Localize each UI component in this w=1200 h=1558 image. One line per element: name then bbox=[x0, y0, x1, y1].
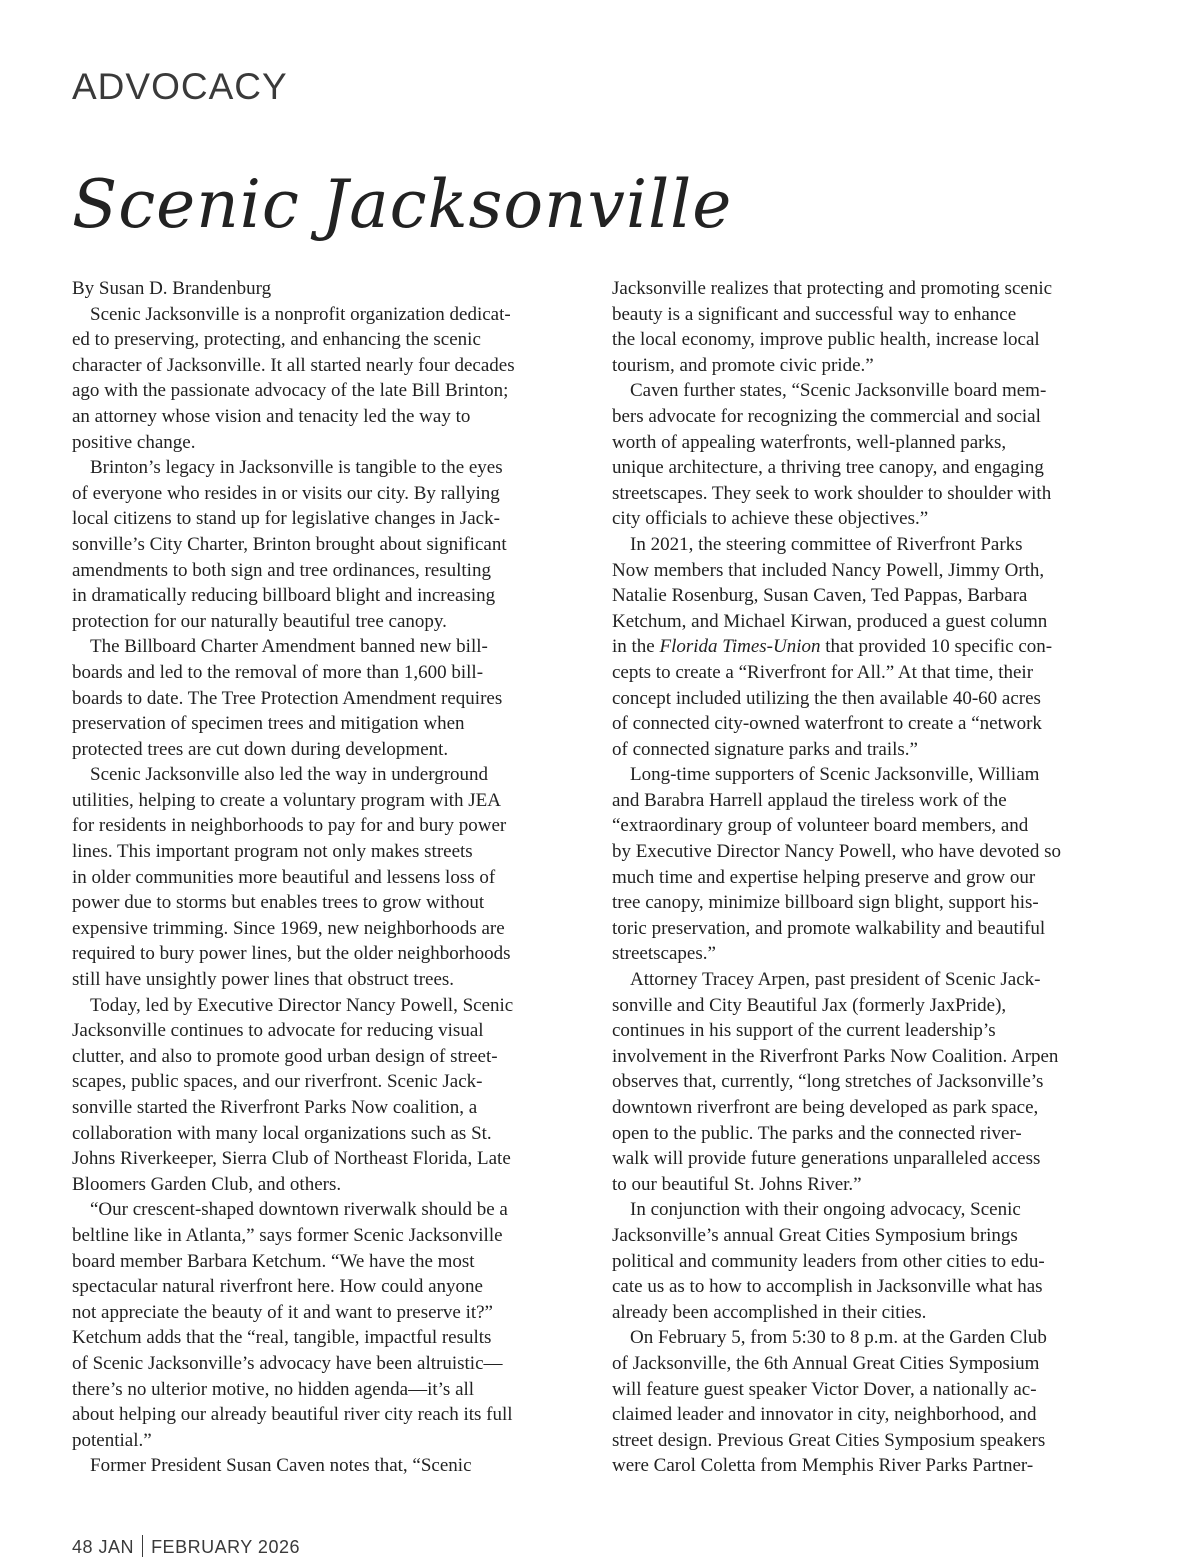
text-line: ago with the passionate advocacy of the late Bill Brinton; bbox=[72, 380, 509, 402]
text-line: there’s no ulterior motive, no hidden agenda—it’s all bbox=[72, 1378, 475, 1400]
text-line: Former President Susan Caven notes that, “Scenic bbox=[90, 1455, 472, 1477]
text-line: in the bbox=[612, 636, 660, 658]
article-column-left bbox=[72, 276, 590, 1479]
text-line: streetscapes. They seek to work shoulder to shoulder with bbox=[612, 482, 1052, 504]
paragraph bbox=[72, 993, 590, 1198]
text-line: downtown riverfront are being developed as park space, bbox=[612, 1097, 1039, 1118]
text-line: Today, led by Executive Director Nancy Powell, Scenic bbox=[90, 994, 514, 1016]
paragraph bbox=[612, 1325, 1130, 1479]
page-number: 48 bbox=[72, 1537, 94, 1557]
text-line: “Our crescent-shaped downtown riverwalk should be a bbox=[90, 1199, 508, 1221]
text-line: beltline like in Atlanta,” says former Scenic Jacksonville bbox=[72, 1224, 503, 1246]
text-line: about helping our already beautiful river city reach its full bbox=[72, 1404, 513, 1426]
text-line: cate us as to how to accomplish in Jacksonville what has bbox=[612, 1276, 1043, 1298]
text-line: of connected city-owned waterfront to create a “network bbox=[612, 713, 1042, 735]
text-line: to our beautiful St. Johns River.” bbox=[612, 1173, 862, 1195]
paragraph bbox=[612, 1197, 1130, 1325]
text-line: On February 5, from 5:30 to 8 p.m. at the Garden Club bbox=[630, 1327, 1047, 1349]
text-line: In conjunction with their ongoing advocacy, Scenic bbox=[630, 1199, 1021, 1221]
article-column-right bbox=[612, 276, 1130, 1479]
right-column-body bbox=[612, 378, 1130, 1479]
text-line: sonville and City Beautiful Jax (formerly JaxPride), bbox=[612, 994, 1007, 1016]
text-line: claimed leader and innovator in city, neighborhood, and bbox=[612, 1404, 1037, 1426]
text-line: preservation of specimen trees and mitigation when bbox=[72, 713, 465, 735]
text-line: already been accomplished in their cities. bbox=[612, 1301, 927, 1323]
text-line: Now members that included Nancy Powell, Jimmy Orth, bbox=[612, 559, 1045, 581]
publication-name: Florida Times-Union bbox=[659, 636, 821, 658]
text-line: clutter, and also to promote good urban design of street- bbox=[72, 1045, 498, 1067]
text-line: Jacksonville continues to advocate for reducing visual bbox=[72, 1020, 484, 1042]
text-line: city officials to achieve these objectives.” bbox=[612, 508, 929, 530]
text-line: “extraordinary group of volunteer board members, and bbox=[612, 815, 1029, 837]
text-line: amendments to both sign and tree ordinances, resulting bbox=[72, 559, 491, 581]
section-label: ADVOCACY bbox=[72, 66, 288, 107]
text-line: an attorney whose vision and tenacity led the way to bbox=[72, 405, 471, 427]
text-line: for residents in neighborhoods to pay for and bury power bbox=[72, 815, 507, 837]
text-line: Jacksonville realizes that protecting and promoting scenic bbox=[612, 278, 1053, 299]
text-line: continues in his support of the current leadership’s bbox=[612, 1020, 996, 1042]
text-line: beauty is a significant and successful way to enhance bbox=[612, 303, 1017, 325]
paragraph bbox=[612, 378, 1130, 532]
text-line: in older communities more beautiful and lessens loss of bbox=[72, 866, 496, 888]
text-line: Long-time supporters of Scenic Jacksonville, William bbox=[630, 764, 1040, 786]
text-line: Scenic Jacksonville is a nonprofit organization dedicat- bbox=[90, 303, 511, 325]
text-line: of Scenic Jacksonville’s advocacy have been altruistic— bbox=[72, 1352, 503, 1374]
text-line: worth of appealing waterfronts, well-planned parks, bbox=[612, 431, 1007, 453]
text-line: scapes, public spaces, and our riverfront. Scenic Jack- bbox=[72, 1071, 483, 1093]
text-line: much time and expertise helping preserve and grow our bbox=[612, 866, 1036, 888]
text-line: concept included utilizing the then available 40-60 acres bbox=[612, 687, 1041, 709]
text-line: Jacksonville’s annual Great Cities Symposium brings bbox=[612, 1224, 1018, 1246]
left-column-body bbox=[72, 302, 590, 1479]
text-line: involvement in the Riverfront Parks Now Coalition. Arpen bbox=[612, 1045, 1059, 1067]
text-line: tourism, and promote civic pride.” bbox=[612, 354, 874, 376]
text-line: Attorney Tracey Arpen, past president of Scenic Jack- bbox=[630, 969, 1041, 991]
paragraph bbox=[612, 532, 1130, 660]
text-line: Natalie Rosenburg, Susan Caven, Ted Pappas, Barbara bbox=[612, 585, 1028, 607]
text-line: street design. Previous Great Cities Symposium speakers bbox=[612, 1429, 1046, 1451]
page-footer bbox=[72, 1535, 300, 1558]
text-line: of everyone who resides in or visits our city. By rallying bbox=[72, 482, 500, 504]
paragraph-continued bbox=[612, 276, 1130, 378]
text-line: boards to date. The Tree Protection Amendment requires bbox=[72, 687, 503, 709]
text-line: that provided 10 specific con- bbox=[820, 636, 1053, 658]
text-line: political and community leaders from other cities to edu- bbox=[612, 1250, 1045, 1272]
text-line: local citizens to stand up for legislative changes in Jack- bbox=[72, 508, 500, 530]
text-line: walk will provide future generations unparalleled access bbox=[612, 1148, 1041, 1170]
text-line: Caven further states, “Scenic Jacksonville board mem- bbox=[630, 380, 1047, 402]
text-line: were Carol Coletta from Memphis River Parks Partner- bbox=[612, 1455, 1034, 1477]
text-line: streetscapes.” bbox=[612, 943, 716, 965]
paragraph bbox=[72, 1453, 590, 1479]
text-line: potential.” bbox=[72, 1429, 152, 1451]
paragraph bbox=[72, 762, 590, 992]
text-line: sonville’s City Charter, Brinton brought about significant bbox=[72, 533, 507, 555]
text-line: Johns Riverkeeper, Sierra Club of Northeast Florida, Late bbox=[72, 1148, 511, 1170]
text-line: cepts to create a “Riverfront for All.” At that time, their bbox=[612, 661, 1034, 683]
text-line: lines. This important program not only makes streets bbox=[72, 841, 473, 863]
issue-month-b: FEBRUARY 2026 bbox=[151, 1537, 300, 1557]
byline: By Susan D. Brandenburg bbox=[72, 278, 272, 299]
paragraph bbox=[612, 660, 1130, 762]
text-line: expensive trimming. Since 1969, new neighborhoods are bbox=[72, 917, 505, 939]
text-line: observes that, currently, “long stretches of Jacksonville’s bbox=[612, 1071, 1044, 1093]
issue-month-a: JAN bbox=[98, 1537, 135, 1557]
text-line: utilities, helping to create a voluntary program with JEA bbox=[72, 789, 501, 811]
text-line: Ketchum adds that the “real, tangible, impactful results bbox=[72, 1327, 492, 1349]
text-line: power due to storms but enables trees to grow without bbox=[72, 892, 485, 914]
text-line: tree canopy, minimize billboard sign blight, support his- bbox=[612, 892, 1039, 914]
paragraph bbox=[612, 762, 1130, 967]
text-line: unique architecture, a thriving tree canopy, and engaging bbox=[612, 457, 1044, 479]
text-line: and Barabra Harrell applaud the tireless work of the bbox=[612, 789, 1007, 811]
text-line: The Billboard Charter Amendment banned new bill- bbox=[90, 636, 488, 658]
text-line: by Executive Director Nancy Powell, who have devoted so bbox=[612, 841, 1062, 863]
text-line: will feature guest speaker Victor Dover, a nationally ac- bbox=[612, 1378, 1037, 1400]
text-line: bers advocate for recognizing the commercial and social bbox=[612, 405, 1041, 427]
text-line: of connected signature parks and trails.” bbox=[612, 738, 918, 760]
text-line: of Jacksonville, the 6th Annual Great Cities Symposium bbox=[612, 1352, 1040, 1374]
text-line: Brinton’s legacy in Jacksonville is tangible to the eyes bbox=[90, 457, 503, 479]
text-line: character of Jacksonville. It all started nearly four decades bbox=[72, 354, 515, 376]
paragraph bbox=[72, 1197, 590, 1453]
text-line: the local economy, improve public health, increase local bbox=[612, 329, 1040, 351]
text-line: boards and led to the removal of more than 1,600 bill- bbox=[72, 661, 484, 683]
paragraph bbox=[72, 455, 590, 634]
text-line: not appreciate the beauty of it and want to preserve it?” bbox=[72, 1301, 493, 1323]
text-line: board member Barbara Ketchum. “We have the most bbox=[72, 1250, 475, 1272]
text-line: collaboration with many local organizations such as St. bbox=[72, 1122, 492, 1144]
text-line: sonville started the Riverfront Parks Now coalition, a bbox=[72, 1097, 478, 1118]
text-line: Ketchum, and Michael Kirwan, produced a guest column bbox=[612, 610, 1048, 632]
text-line: Bloomers Garden Club, and others. bbox=[72, 1173, 342, 1195]
text-line: still have unsightly power lines that obstruct trees. bbox=[72, 969, 455, 991]
paragraph bbox=[612, 967, 1130, 1197]
text-line: positive change. bbox=[72, 431, 196, 453]
text-line: in dramatically reducing billboard blight and increasing bbox=[72, 585, 496, 607]
text-line: required to bury power lines, but the older neighborhoods bbox=[72, 943, 511, 965]
text-line: Scenic Jacksonville also led the way in underground bbox=[90, 764, 489, 786]
text-line: protection for our naturally beautiful tree canopy. bbox=[72, 610, 447, 632]
text-line: ed to preserving, protecting, and enhancing the scenic bbox=[72, 329, 481, 351]
text-line: toric preservation, and promote walkability and beautiful bbox=[612, 917, 1046, 939]
text-line: In 2021, the steering committee of Riverfront Parks bbox=[630, 533, 1023, 555]
paragraph bbox=[72, 634, 590, 762]
paragraph bbox=[72, 302, 590, 456]
text-line: spectacular natural riverfront here. How could anyone bbox=[72, 1276, 483, 1298]
article-title: Scenic Jacksonville bbox=[72, 166, 733, 243]
text-line: protected trees are cut down during development. bbox=[72, 738, 449, 760]
footer-divider bbox=[142, 1535, 143, 1557]
text-line: open to the public. The parks and the connected river- bbox=[612, 1122, 1022, 1144]
